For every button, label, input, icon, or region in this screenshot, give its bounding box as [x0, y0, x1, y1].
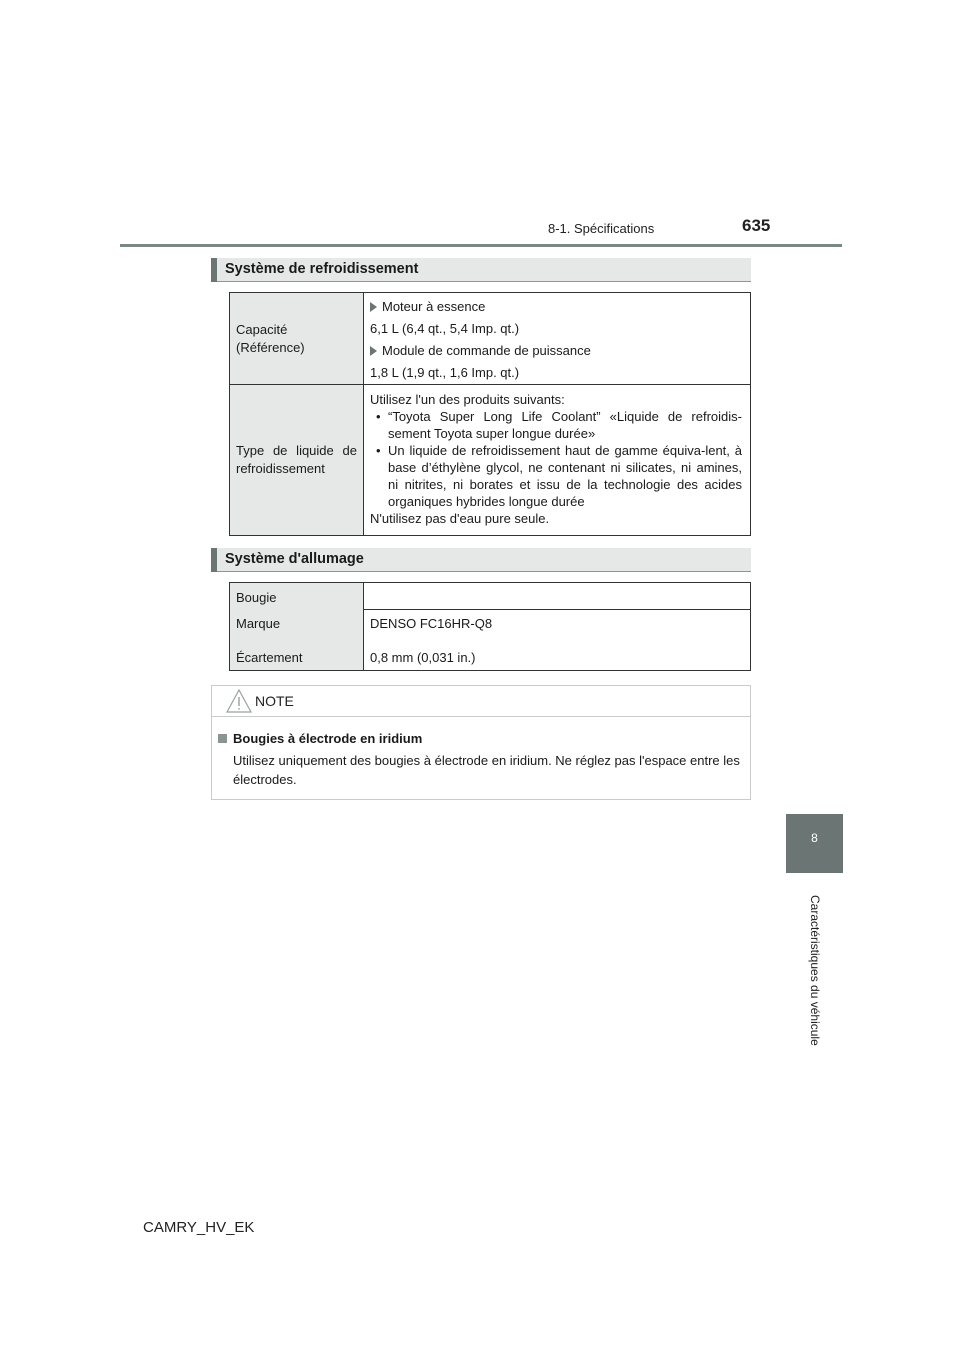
note-box	[211, 685, 751, 800]
coolant-warning: N'utilisez pas d'eau pure seule.	[370, 511, 550, 526]
note-title: NOTE	[255, 693, 294, 709]
warning-triangle-icon	[226, 689, 252, 718]
ignition-heading	[211, 548, 751, 572]
note-subtitle: Bougies à électrode en iridium	[233, 731, 423, 746]
coolant-row	[230, 385, 750, 535]
chapter-tab[interactable]	[786, 814, 843, 873]
arrow-right-icon	[370, 346, 377, 356]
coolant-bullet: • “Toyota Super Long Life Coolant” «Liquide de refroidis-sement Toyota super longue durée»	[376, 409, 742, 441]
spark-plug-row	[230, 583, 750, 609]
note-header	[212, 686, 750, 717]
square-bullet-icon	[218, 734, 227, 743]
note-body	[212, 717, 750, 789]
brand-value: DENSO FC16HR-Q8	[370, 616, 493, 631]
coolant-intro: Utilisez l'un des produits suivants:	[370, 392, 565, 407]
arrow-right-icon	[370, 302, 377, 312]
engine-title: Moteur à essence	[382, 299, 486, 314]
model-code: CAMRY_HV_EK	[143, 1219, 255, 1236]
gap-row	[230, 644, 750, 670]
gap-label: Écartement	[230, 644, 364, 670]
pcu-title: Module de commande de puissance	[382, 343, 591, 358]
chapter-title: Caractéristiques du véhicule	[808, 895, 822, 1046]
brand-row	[230, 609, 750, 644]
gap-value: 0,8 mm (0,031 in.)	[370, 650, 476, 665]
ignition-heading-text: Système d'allumage	[225, 551, 364, 567]
brand-label: Marque	[230, 609, 364, 644]
heading-accent-bar	[211, 258, 217, 282]
coolant-label: Type de liquide de refroidissement	[230, 385, 364, 535]
note-text: Utilisez uniquement des bougies à électrode en iridium. Ne réglez pas l'espace entre les électrodes.	[233, 753, 740, 787]
spark-plug-label: Bougie	[230, 583, 364, 609]
capacity-label: Capacité (Référence)	[230, 293, 364, 384]
section-title: 8-1. Spécifications	[548, 221, 655, 236]
chapter-number: 8	[811, 831, 818, 845]
ignition-table	[229, 582, 751, 671]
coolant-bullet: • Un liquide de refroidissement haut de gamme équiva-lent, à base d’éthylène glycol, ne contenant ni silicates, ni amines, ni nitrites, ni borates et issu de la technologie des acides organiques hybrides longue durée	[376, 443, 742, 509]
pcu-capacity: 1,8 L (1,9 qt., 1,6 Imp. qt.)	[370, 365, 520, 380]
engine-capacity: 6,1 L (6,4 qt., 5,4 Imp. qt.)	[370, 321, 520, 336]
note-subtitle-line	[218, 729, 740, 748]
page-number: 635	[742, 216, 771, 235]
capacity-value	[364, 293, 750, 384]
cooling-heading-text: Système de refroidissement	[225, 261, 419, 277]
capacity-row	[230, 293, 750, 385]
pcu-item	[370, 342, 742, 359]
cooling-table	[229, 292, 751, 536]
coolant-value	[364, 385, 750, 535]
heading-accent-bar	[211, 548, 217, 572]
header-rule	[120, 244, 842, 247]
engine-item	[370, 298, 742, 315]
cooling-heading	[211, 258, 751, 282]
